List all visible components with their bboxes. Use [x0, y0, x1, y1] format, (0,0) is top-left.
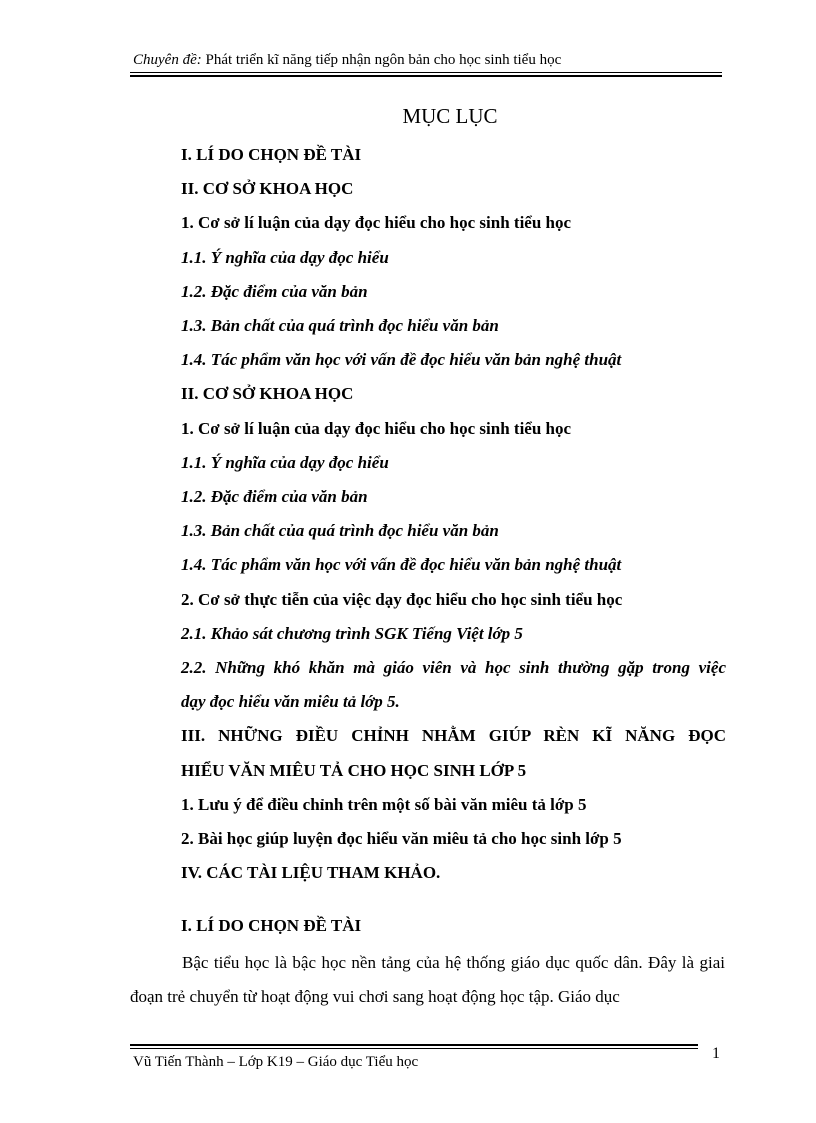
footer-rule-thin — [130, 1048, 698, 1049]
toc-entry: 1.1. Ý nghĩa của dạy đọc hiểu — [181, 453, 389, 472]
footer-rule-thick — [130, 1044, 698, 1046]
toc-entry: 1. Cơ sở lí luận của dạy đọc hiểu cho học sinh tiểu học — [181, 419, 572, 438]
page-footer: Vũ Tiến Thành – Lớp K19 – Giáo dục Tiểu học — [133, 1054, 419, 1070]
toc-entry: I. LÍ DO CHỌN ĐỀ TÀI — [181, 145, 362, 164]
toc-entry: 2.2. Những khó khăn mà giáo viên và học sinh thường gặp trong việc — [181, 658, 726, 677]
toc-entry: 1.3. Bản chất của quá trình đọc hiểu văn bản — [181, 316, 499, 335]
toc-entry: 1.2. Đặc điểm của văn bản — [181, 487, 368, 506]
body-paragraph — [130, 946, 725, 1014]
header-subject-text: Phát triển kĩ năng tiếp nhận ngôn bản cho học sinh tiểu học — [201, 52, 562, 68]
header-rule-thick — [130, 75, 722, 77]
toc-entry: 1. Lưu ý để điều chỉnh trên một số bài văn miêu tả lớp 5 — [181, 795, 587, 814]
toc-entry: 1.1. Ý nghĩa của dạy đọc hiểu — [181, 248, 389, 267]
toc-entry: 2.1. Khảo sát chương trình SGK Tiếng Việt lớp 5 — [181, 624, 523, 643]
page-header — [133, 52, 561, 69]
toc-entry: II. CƠ SỞ KHOA HỌC — [181, 384, 354, 403]
header-subject-label: Chuyên đề: — [133, 52, 202, 68]
toc-entry: 1.4. Tác phẩm văn học với vấn đề đọc hiểu văn bản nghệ thuật — [181, 350, 622, 369]
page-title — [0, 104, 816, 129]
toc-entry: IV. CÁC TÀI LIỆU THAM KHẢO. — [181, 863, 441, 882]
toc-entry: II. CƠ SỞ KHOA HỌC — [181, 179, 354, 198]
toc-entry: 1.2. Đặc điểm của văn bản — [181, 282, 368, 301]
body-paragraph-text: Bậc tiểu học là bậc học nền tảng của hệ thống giáo dục quốc dân. Đây là giai đoạn trẻ chuyển từ hoạt động vui chơi sang hoạt động học tập. Giáo dục — [130, 953, 725, 1006]
toc-entry: 2. Cơ sở thực tiễn của việc dạy đọc hiểu cho học sinh tiểu học — [181, 590, 623, 609]
toc-entry: 2. Bài học giúp luyện đọc hiểu văn miêu tả cho học sinh lớp 5 — [181, 829, 622, 848]
header-rule-thin — [130, 72, 722, 73]
page-number: 1 — [712, 1045, 720, 1062]
toc-entry: 1.3. Bản chất của quá trình đọc hiểu văn bản — [181, 521, 499, 540]
toc-entry: 1. Cơ sở lí luận của dạy đọc hiểu cho học sinh tiểu học — [181, 213, 572, 232]
toc-entry: 1.4. Tác phẩm văn học với vấn đề đọc hiểu văn bản nghệ thuật — [181, 555, 622, 574]
section-heading: I. LÍ DO CHỌN ĐỀ TÀI — [181, 916, 362, 935]
toc-entry: III. NHỮNG ĐIỀU CHỈNH NHẰM GIÚP RÈN KĨ NĂNG ĐỌC — [181, 726, 726, 745]
toc-entry: HIỂU VĂN MIÊU TẢ CHO HỌC SINH LỚP 5 — [181, 761, 527, 780]
toc-entry: dạy đọc hiểu văn miêu tả lớp 5. — [181, 692, 400, 711]
page-title-text: MỤC LỤC — [402, 104, 498, 128]
